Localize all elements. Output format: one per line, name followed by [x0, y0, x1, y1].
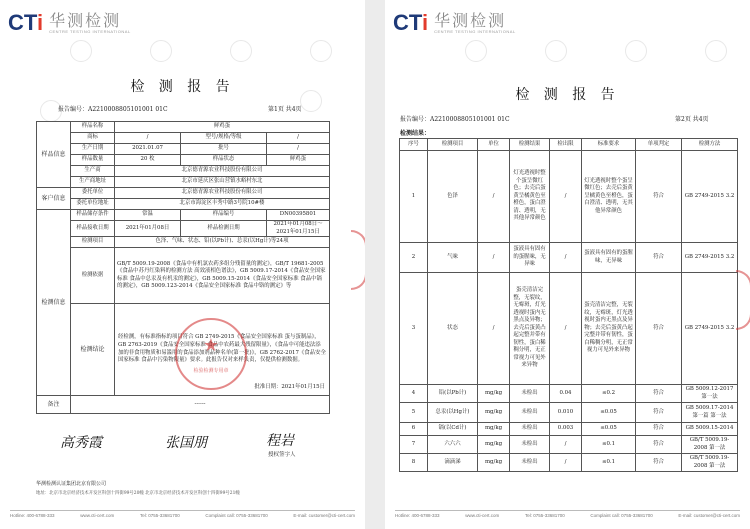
result-cell-method: GB 5009.12-2017 第一法 — [682, 385, 738, 403]
report-page-2 — [385, 0, 750, 529]
result-cell-judge: 符合 — [636, 243, 682, 273]
result-cell-judge: 符合 — [636, 385, 682, 403]
client-label: 委托单位 — [71, 188, 115, 199]
seal-label: 检验检测专用章 — [193, 368, 229, 375]
result-cell-result: 蛋液具有固有的蛋腥味，无异味 — [510, 243, 550, 273]
footer-complaint: Complaint call: 0755-33681700 — [205, 513, 268, 518]
result-cell-item: 六六六 — [428, 436, 478, 454]
result-cell-req: 灯光透视时整个蛋呈微红色；去壳后蛋黄呈橘黄色至橙色，蛋白澄清、透明，无其他异常颜色 — [582, 151, 636, 243]
result-cell-result: 蛋壳清洁完整，无裂纹，无霉斑，灯光透视时蛋内无黑点及异物；去壳后蛋黄凸起完整并带有韧性，蛋白稀稠分明，无正常视力可见外来异物 — [510, 273, 550, 385]
table-row — [400, 243, 738, 273]
result-cell-no: 1 — [400, 151, 428, 243]
result-cell-req: ≤0.1 — [582, 454, 636, 472]
signature-2: 张国朋 — [165, 435, 207, 451]
result-cell-item: 总汞(以Hg计) — [428, 403, 478, 423]
logo-name-zh: 华测检测 — [49, 11, 122, 30]
page-number-2: 第2页 共4页 — [675, 116, 709, 123]
result-cell-no: 5 — [400, 403, 428, 423]
page2-footer — [395, 513, 740, 518]
client-value: 北京德青源农业科技股份有限公司 — [115, 188, 330, 199]
result-cell-unit: / — [478, 273, 510, 385]
result-cell-item: 铅(以Pb计) — [428, 385, 478, 403]
result-cell-method: GB/T 5009.19-2008 第一法 — [682, 454, 738, 472]
test-items-label: 检测项目 — [71, 237, 115, 248]
footer-email-2: E-mail: customer@cti-cert.com — [678, 513, 740, 518]
seam-stamp-edge — [351, 230, 365, 290]
conclusion-cell — [115, 304, 330, 396]
result-cell-method: GB 5009.15-2014 — [682, 423, 738, 436]
test-date-label: 样品检测日期 — [181, 221, 267, 237]
result-cell-result: 未检出 — [510, 385, 550, 403]
sample-id-value: DN00395801 — [267, 210, 330, 221]
producer-address-label: 生产商地址 — [71, 177, 115, 188]
footer-web-2: www.cti-cert.com — [465, 513, 500, 518]
trademark-label: 商标 — [71, 133, 115, 144]
result-cell-unit: / — [478, 243, 510, 273]
footer-hotline-2: Hotline: 400-6788-333 — [395, 513, 440, 518]
result-cell-result: 未检出 — [510, 403, 550, 423]
result-cell-lod: / — [550, 273, 582, 385]
logo-mark-2: CTi — [393, 10, 429, 35]
sample-qty-label: 样品数量 — [71, 155, 115, 166]
result-cell-judge: 符合 — [636, 436, 682, 454]
footer-org: 华测检测认证集团北京有限公司 — [36, 481, 107, 487]
results-table — [399, 138, 738, 472]
test-info-label: 检测信息 — [37, 210, 71, 396]
result-cell-method: GB 5009.17-2014 第一篇 第一法 — [682, 403, 738, 423]
report-number: 报告编号：A2210008805101001 01C — [58, 106, 168, 113]
result-cell-lod: / — [550, 454, 582, 472]
seal-star-icon: ★ — [202, 335, 220, 356]
result-cell-result: 灯光透视时整个蛋呈微红色；去壳后蛋黄呈橘黄色至橙色，蛋白澄清、透明，无其他异常颜色 — [510, 151, 550, 243]
sample-state-label: 样品状态 — [181, 155, 267, 166]
result-cell-no: 4 — [400, 385, 428, 403]
table-row — [400, 423, 738, 436]
results-header-cell: 单项判定 — [636, 139, 682, 151]
results-heading: 检测结果： — [400, 130, 431, 137]
company-logo — [8, 10, 131, 36]
production-date-value: 2021.01.07 — [115, 144, 181, 155]
received-value: 2021年01月08日 — [115, 221, 181, 237]
model-value: / — [267, 133, 330, 144]
batch-value: / — [267, 144, 330, 155]
result-cell-judge: 符合 — [636, 403, 682, 423]
result-cell-method: GB/T 5009.19-2008 第一法 — [682, 436, 738, 454]
result-cell-no: 2 — [400, 243, 428, 273]
report-page-1 — [0, 0, 365, 529]
result-cell-unit: / — [478, 151, 510, 243]
producer-value: 北京德青源农业科技股份有限公司 — [115, 166, 330, 177]
sample-name-label: 样品名称 — [71, 122, 115, 133]
approval-date: 批准日期：2021年01月15日 — [254, 384, 325, 391]
table-row — [400, 403, 738, 423]
logo-name-en-2: CENTRE TESTING INTERNATIONAL — [434, 29, 516, 34]
remarks-value: ------ — [71, 396, 330, 414]
table-row — [400, 454, 738, 472]
production-date-label: 生产日期 — [71, 144, 115, 155]
result-cell-req: 蛋壳清洁完整，无裂纹，无霉斑，灯光透视时蛋内无黑点及异物；去壳后蛋黄凸起完整并带有韧性，蛋白稀稠分明，无正常视力可见外来异物 — [582, 273, 636, 385]
result-cell-item: 滴滴涕 — [428, 454, 478, 472]
logo-name-zh-2: 华测检测 — [434, 11, 507, 30]
page-gutter — [365, 0, 385, 529]
result-cell-result: 未检出 — [510, 436, 550, 454]
test-basis-label: 检测依据 — [71, 248, 115, 304]
conclusion-text: 经检测，有标准指标的项目符合 GB 2749-2015《食品安全国家标准 蛋与蛋制品》，GB 2763-2019《食品安全国家标准 食品中农药最大残留限量》，《食品中可能违法添加的非食用物质和易滥用的食品添加剂品种名单(第一批)》，GB 2762-2017《食品安全国家标准 食品中污染物限量》要求。此报告仅对来样负责，仅提供检测数据。 — [118, 334, 326, 364]
footer-web: www.cti-cert.com — [80, 513, 115, 518]
table-row — [400, 385, 738, 403]
approver-label: 授权签字人 — [268, 452, 296, 458]
table-row — [400, 436, 738, 454]
trademark-value: / — [115, 133, 181, 144]
signature-3: 程岩 — [266, 433, 294, 449]
conclusion-label: 检测结论 — [71, 304, 115, 396]
result-cell-lod: 0.04 — [550, 385, 582, 403]
result-cell-lod: / — [550, 436, 582, 454]
result-cell-unit: mg/kg — [478, 403, 510, 423]
table-row — [400, 151, 738, 243]
result-cell-lod: 0.010 — [550, 403, 582, 423]
result-cell-no: 6 — [400, 423, 428, 436]
result-cell-no: 3 — [400, 273, 428, 385]
result-cell-judge: 符合 — [636, 423, 682, 436]
result-cell-unit: mg/kg — [478, 436, 510, 454]
page1-footer — [10, 513, 355, 518]
result-cell-unit: mg/kg — [478, 385, 510, 403]
result-cell-item: 状态 — [428, 273, 478, 385]
report-title-2: 检 测 报 告 — [515, 87, 620, 103]
result-cell-req: ≤0.1 — [582, 436, 636, 454]
client-address-value: 北京市海淀区丰秀中路3号院10#楼 — [115, 199, 330, 210]
result-cell-item: 镉(以Cd计) — [428, 423, 478, 436]
footer-email: E-mail: customer@cti-cert.com — [293, 513, 355, 518]
logo-mark: CTi — [8, 10, 44, 35]
result-cell-req: ≤0.2 — [582, 385, 636, 403]
batch-label: 批号 — [181, 144, 267, 155]
result-cell-item: 气味 — [428, 243, 478, 273]
model-label: 型号/规格/等级 — [181, 133, 267, 144]
inspection-seal — [175, 318, 247, 390]
report-number-2: 报告编号：A2210008805101001 01C — [400, 116, 510, 123]
report-title: 检 测 报 告 — [130, 79, 235, 95]
test-items-value: 色泽、气味、状态、铅(以Pb计)、总汞(以Hg计)等24项 — [115, 237, 330, 248]
result-cell-judge: 符合 — [636, 273, 682, 385]
sample-state-value: 鲜鸡蛋 — [267, 155, 330, 166]
result-cell-req: ≤0.05 — [582, 403, 636, 423]
storage-label: 样品储存条件 — [71, 210, 115, 221]
results-header-cell: 检测项目 — [428, 139, 478, 151]
storage-value: 常温 — [115, 210, 181, 221]
result-cell-req: 蛋液具有固有的蛋腥味，无异味 — [582, 243, 636, 273]
result-cell-lod: 0.003 — [550, 423, 582, 436]
results-header-cell: 检测结果 — [510, 139, 550, 151]
footer-tel: Tel: 0755-33681700 — [139, 513, 180, 518]
result-cell-method: GB 2749-2015 3.2 — [682, 273, 738, 385]
result-cell-unit: mg/kg — [478, 423, 510, 436]
test-basis-value: GB/T 5009.19-2008《食品中有机氯农药多组分残留量的测定》，GB/T 19681-2005《食品中苏丹红染料的检测方法 高效液相色谱法》，GB 5009.17-2014《食品安全国家标准 食品中总汞及有机汞的测定》，GB 5009.15-2014《食品安全国家标准 食品中镉的测定》，GB 5009.123-2014《食品安全国家标准 食品中铬的测定》等 — [115, 248, 330, 304]
logo-name-en: CENTRE TESTING INTERNATIONAL — [49, 29, 131, 34]
sample-id-label: 样品编号 — [181, 210, 267, 221]
result-cell-no: 8 — [400, 454, 428, 472]
result-cell-lod: / — [550, 151, 582, 243]
client-address-label: 委托单位地址 — [71, 199, 115, 210]
producer-address-value: 北京市延庆区张山营镇水峪村东北 — [115, 177, 330, 188]
result-cell-method: GB 2749-2015 3.2 — [682, 151, 738, 243]
footer-tel-2: Tel: 0755-33681700 — [524, 513, 565, 518]
result-cell-item: 色泽 — [428, 151, 478, 243]
remarks-label: 备注 — [37, 396, 71, 414]
results-header-cell: 单位 — [478, 139, 510, 151]
sample-info-label: 样品信息 — [37, 122, 71, 188]
sample-name-value: 鲜鸡蛋 — [115, 122, 330, 133]
signature-1: 高秀霞 — [60, 435, 102, 451]
sample-qty-value: 20 枚 — [115, 155, 181, 166]
results-header-cell: 检出限 — [550, 139, 582, 151]
table-row — [400, 273, 738, 385]
received-label: 样品接收日期 — [71, 221, 115, 237]
result-cell-req: ≤0.05 — [582, 423, 636, 436]
results-header-cell: 检测方法 — [682, 139, 738, 151]
customer-info-label: 客户信息 — [37, 188, 71, 210]
result-cell-judge: 符合 — [636, 151, 682, 243]
footer-address: 地址：北京市北京经济技术开发区科创十四街99号20幢 北京市北京经济技术开发区科创十四街99号21幢 — [36, 491, 240, 496]
company-logo-2 — [393, 10, 516, 36]
result-cell-judge: 符合 — [636, 454, 682, 472]
producer-label: 生产商 — [71, 166, 115, 177]
footer-hotline: Hotline: 400-6788-333 — [10, 513, 55, 518]
result-cell-unit: mg/kg — [478, 454, 510, 472]
footer-complaint-2: Complaint call: 0755-33681700 — [590, 513, 653, 518]
sample-info-table — [36, 121, 330, 414]
result-cell-lod: / — [550, 243, 582, 273]
result-cell-result: 未检出 — [510, 423, 550, 436]
results-header-cell: 标准要求 — [582, 139, 636, 151]
seam-stamp-edge-2 — [736, 270, 750, 330]
result-cell-method: GB 2749-2015 3.2 — [682, 243, 738, 273]
results-header-cell: 序号 — [400, 139, 428, 151]
result-cell-result: 未检出 — [510, 454, 550, 472]
result-cell-no: 7 — [400, 436, 428, 454]
page-number: 第1页 共4页 — [268, 106, 302, 113]
test-date-value: 2021年01月08日～ 2021年01月15日 — [267, 221, 330, 237]
